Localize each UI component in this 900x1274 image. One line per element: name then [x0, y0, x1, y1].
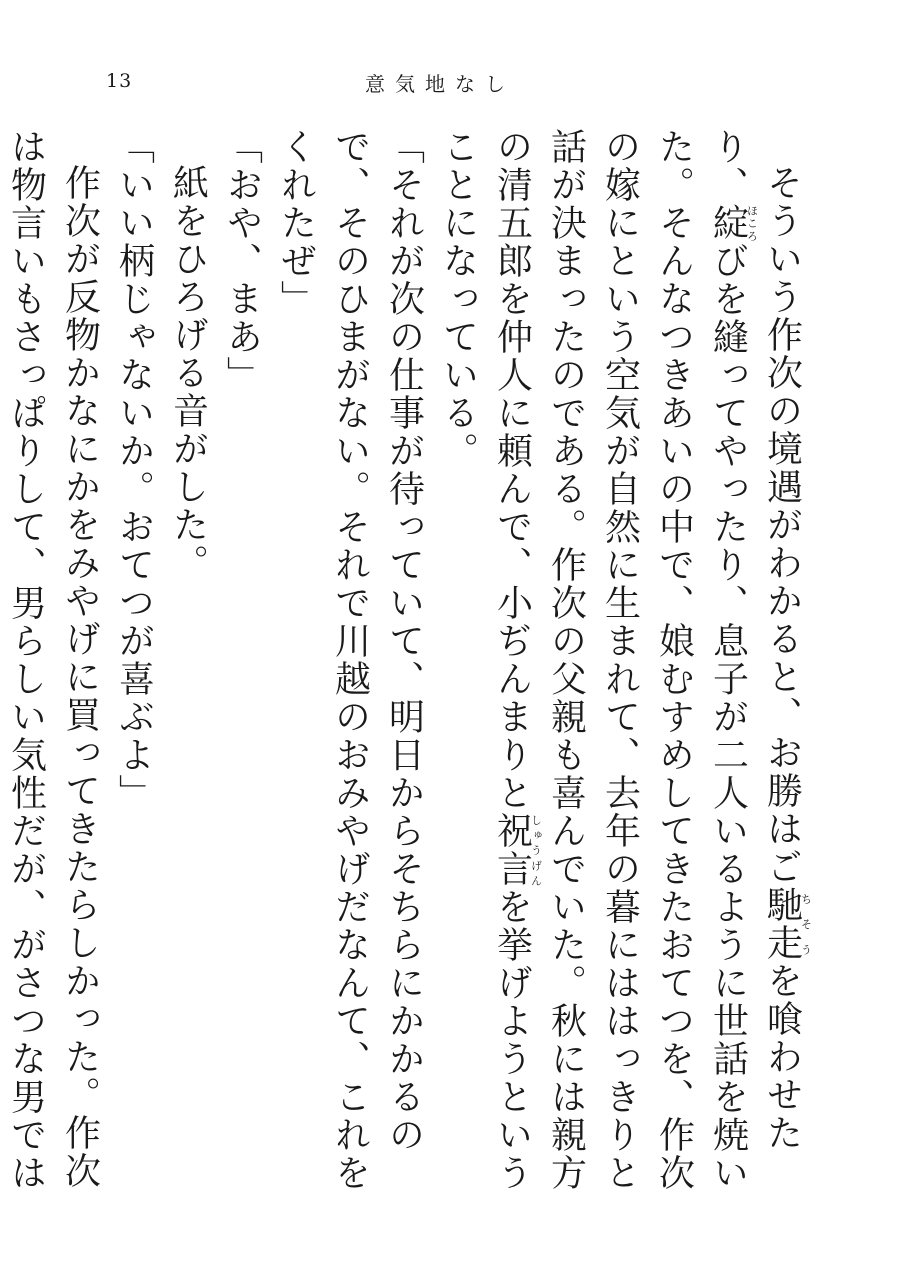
ruby-shuugen-base: 祝言 [491, 812, 533, 888]
ruby-hokorobi-base: 綻 [707, 204, 749, 242]
ruby-shuugen [491, 812, 543, 888]
paragraph-5: 「いい柄じゃないか。おてつが喜ぶよ」 [113, 128, 155, 812]
paragraph-1 [431, 128, 813, 1208]
page-number: 13 [106, 70, 133, 92]
paragraph-1-part-b: を喰わせたり、 [707, 128, 803, 1152]
paragraph-1-part-c: びを縫ってやったり、息子が二人いるように世話を焼いた。そんなつきあいの中で、娘むすめしてきたおてつを、作次の嫁にという空気が自然に生まれて、去年の暮にははっきりと話が決まったのである。作次の父親も喜んでいた。秋には親方の清五郎を仲人に頼んで、小ぢんまりと [491, 128, 749, 1192]
running-title: 意気地なし [365, 72, 515, 96]
ruby-chisou [761, 886, 813, 962]
ruby-hokorobi-reading: ほころ [745, 204, 759, 242]
paragraph-4: 紙をひろげる音がした。 [167, 164, 209, 582]
ruby-hokorobi [707, 204, 759, 242]
paragraph-1-part-d: を挙げようということになっている。 [437, 128, 533, 1192]
paragraph-2: 「それが次の仕事が待っていて、明日からそちらにかかるので、そのひまがない。それで川越のおみやげだなんて、これをくれたぜ」 [275, 128, 425, 1192]
ruby-chisou-base: 馳走 [761, 886, 803, 962]
paragraph-3: 「おや、まあ」 [221, 128, 263, 394]
paragraph-1-part-a: そういう作次の境遇がわかると、お勝はご [761, 164, 803, 886]
paragraph-6: 作次が反物かなにかをみやげに買ってきたらしかった。作次は物言いもさっぱりして、男らしい気性だが、がさつな男では [5, 128, 101, 1192]
ruby-shuugen-reading: しゅうげん [529, 812, 543, 888]
body-text [5, 128, 813, 1208]
ruby-chisou-reading: ちそう [799, 886, 813, 962]
